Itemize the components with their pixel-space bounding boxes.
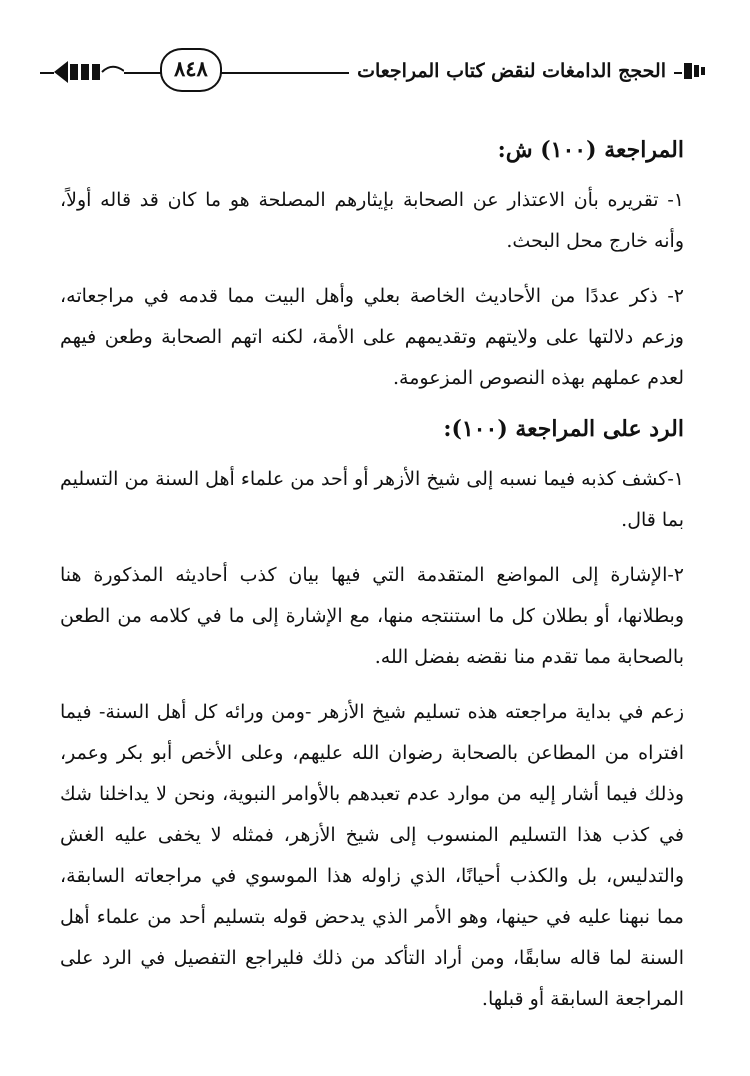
section-heading-rebuttal: الرد على المراجعة (١٠٠): [443,416,684,442]
paragraph: ١-كشف كذبه فيما نسبه إلى شيخ الأزهر أو أحد من علماء أهل السنة من التسليم بما قال. [60,468,684,531]
running-header-title: الحجج الدامغات لنقض كتاب المراجعات [349,54,674,88]
paragraph: زعم في بداية مراجعته هذه تسليم شيخ الأزهر -ومن ورائه كل أهل السنة- فيما افتراه من المطاعن بالصحابة رضوان الله عليهم، وعلى الأخص أبو بكر وعمر، وذلك فيما أشار إليه من موارد عدم تعبدهم بالأوامر النبوية، ونحن لا يداخلنا شك في كذب هذا التسليم المنسوب إلى شيخ الأزهر، فمثله لا يخفى عليه الغش والتدليس، بل والكذب أحيانًا، الذي زاوله هذا الموسوي في مراجعاته السابقة، مما نبهنا عليه في حينها، وهو الأمر الذي يدحض قوله بتسليم أحد من علماء أهل السنة لما قاله سابقًا، ومن أراد التأكد من ذلك فليراجع التفصيل في الرد على المراجعة السابقة أو قبلها. [60,701,684,1010]
page-body [60,128,684,1020]
running-header [40,46,702,90]
section-heading-review: المراجعة (١٠٠) ش: [497,137,684,163]
paragraph: ٢- ذكر عددًا من الأحاديث الخاصة بعلي وأهل البيت مما قدمه في مراجعاته، وزعم دلالتها على ولايتهم وتقديمهم على الأمة، لكنه اتهم الصحابة وطعن فيهم لعدم عملهم بهذه النصوص المزعومة. [60,285,684,389]
paragraph: ١- تقريره بأن الاعتذار عن الصحابة بإيثارهم المصلحة هو ما كان قد قاله أولاً، وأنه خارج محل البحث. [60,189,684,252]
page-number: ٨٤٨ [160,48,222,92]
paragraph: ٢-الإشارة إلى المواضع المتقدمة التي فيها بيان كذب أحاديثه المذكورة هنا وبطلانها، أو بطلان كل ما استنتجه منها، مع الإشارة إلى ما في كلامه من الطعن بالصحابة مما تقدم منا نقضه بفضل الله. [60,564,684,668]
ornament-flourish-icon [682,59,708,83]
ornament-flourish-icon [54,59,124,85]
